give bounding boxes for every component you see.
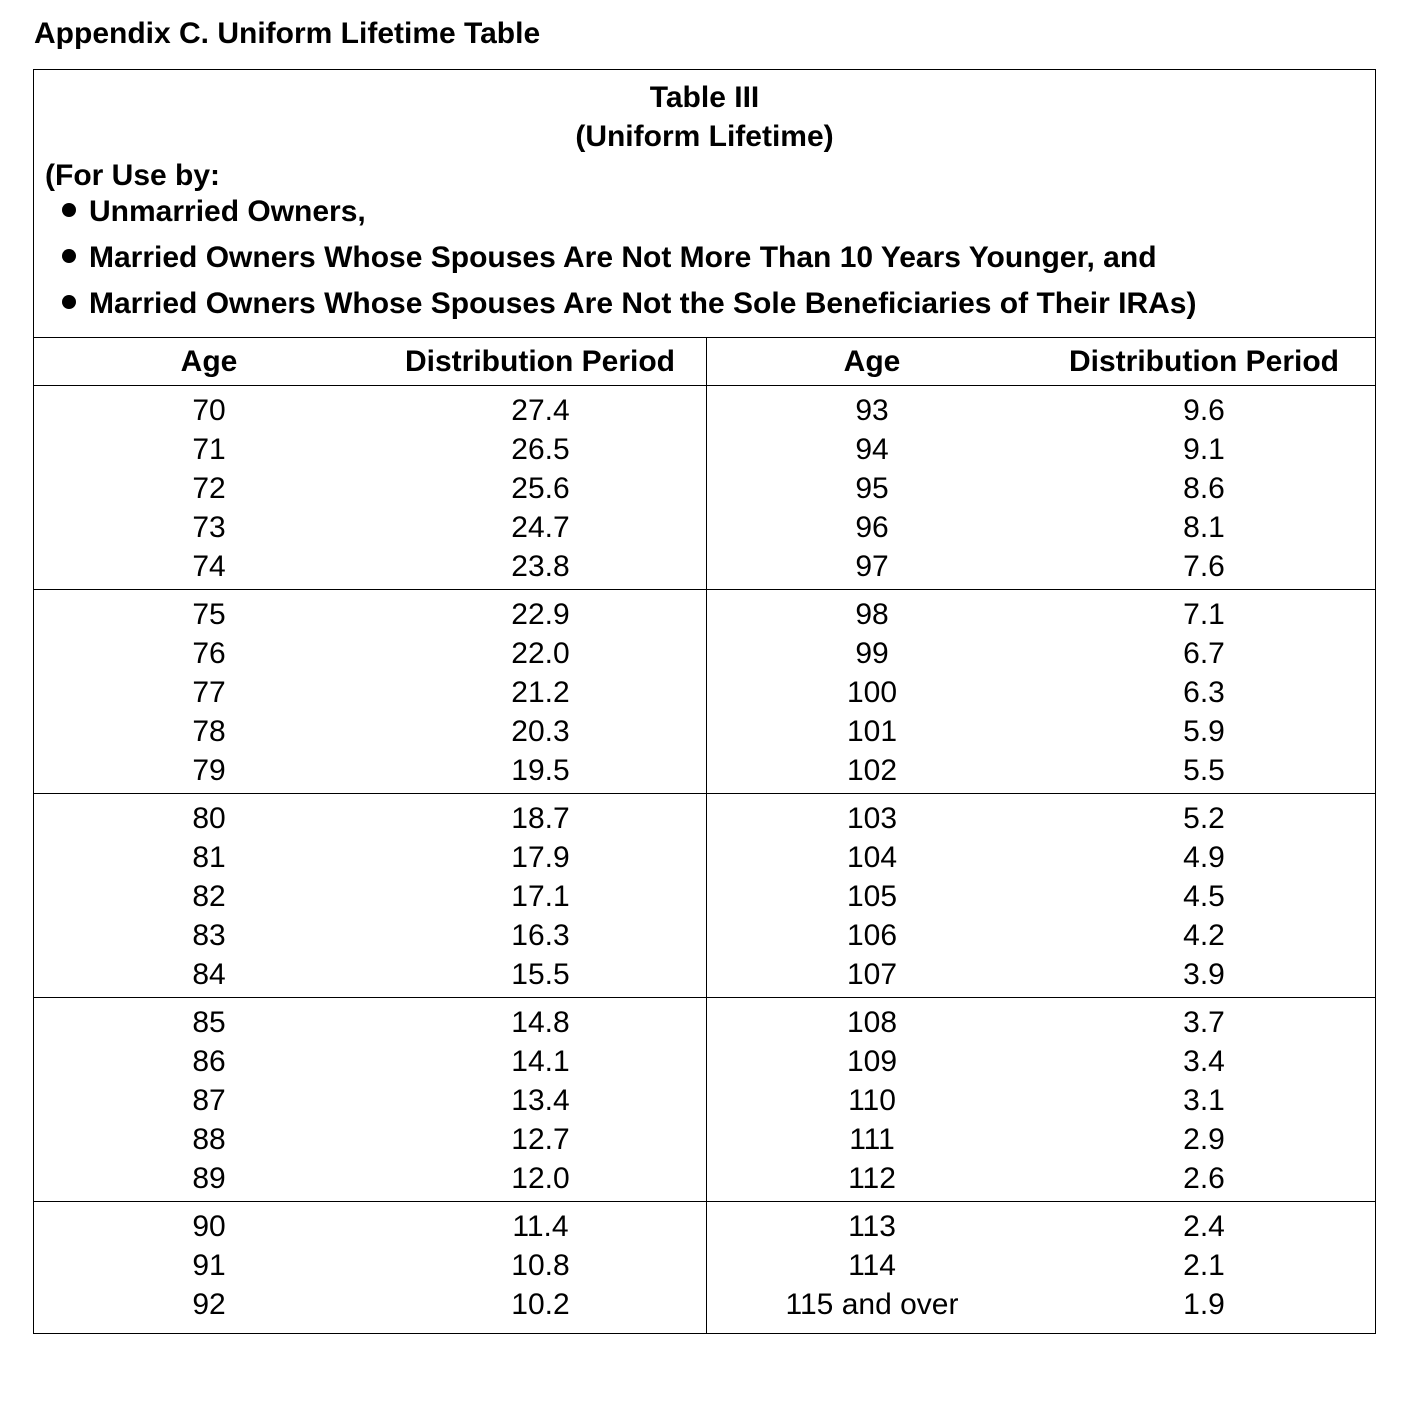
distribution-cell-left: 11.4: [512, 1210, 569, 1243]
age-cell-right: 104: [846, 841, 898, 874]
age-cell-left: 91: [192, 1249, 226, 1282]
distribution-cell-right: 2.6: [1183, 1162, 1225, 1195]
distribution-cell-right: 2.9: [1183, 1123, 1225, 1156]
age-cell-left: 79: [192, 754, 226, 787]
age-cell-right: 108: [846, 1006, 898, 1039]
bullet-text: Married Owners Whose Spouses Are Not More Than 10 Years Younger, and: [89, 241, 1157, 274]
distribution-cell-right: 5.5: [1183, 754, 1225, 787]
distribution-cell-left: 26.5: [511, 433, 570, 466]
distribution-cell-right: 9.1: [1183, 433, 1225, 466]
distribution-cell-left: 10.8: [511, 1249, 570, 1282]
age-cell-right: 103: [846, 802, 898, 835]
distribution-cell-right: 4.5: [1183, 880, 1225, 913]
age-cell-left: 78: [192, 715, 226, 748]
bullet-icon: [62, 203, 76, 217]
age-cell-right: 111: [849, 1123, 895, 1156]
age-cell-right: 101: [846, 715, 898, 748]
row-group: [34, 1202, 1375, 1406]
age-cell-left: 83: [192, 919, 226, 952]
distribution-cell-left: 12.7: [511, 1123, 570, 1156]
distribution-cell-left: 22.0: [511, 637, 570, 670]
distribution-cell-right: 8.6: [1183, 472, 1225, 505]
distribution-cell-left: 14.8: [511, 1006, 570, 1039]
row-group: [34, 794, 1375, 998]
age-cell-right: 97: [855, 550, 889, 583]
age-cell-right: 93: [855, 394, 889, 427]
age-cell-left: 81: [192, 841, 226, 874]
age-cell-left: 73: [192, 511, 226, 544]
age-cell-right: 96: [855, 511, 889, 544]
bullet-text: Unmarried Owners,: [89, 195, 366, 228]
distribution-cell-right: 5.9: [1183, 715, 1225, 748]
distribution-cell-left: 14.1: [511, 1045, 570, 1078]
age-cell-left: 72: [192, 472, 226, 505]
age-cell-left: 88: [192, 1123, 226, 1156]
distribution-cell-left: 13.4: [511, 1084, 570, 1117]
distribution-cell-right: 6.3: [1183, 676, 1225, 709]
bullet-icon: [62, 295, 76, 309]
age-cell-right: 105: [846, 880, 898, 913]
bullet-text: Married Owners Whose Spouses Are Not the Sole Beneficiaries of Their IRAs): [89, 287, 1197, 320]
age-cell-right: 109: [846, 1045, 898, 1078]
column-header-age-left: Age: [180, 345, 238, 378]
distribution-cell-left: 25.6: [511, 472, 570, 505]
distribution-cell-right: 8.1: [1183, 511, 1225, 544]
age-cell-left: 70: [192, 394, 226, 427]
distribution-cell-left: 21.2: [511, 676, 570, 709]
age-cell-left: 76: [192, 637, 226, 670]
age-cell-left: 80: [192, 802, 226, 835]
distribution-cell-right: 3.4: [1183, 1045, 1225, 1078]
column-header-distribution-right: Distribution Period: [1069, 345, 1339, 378]
distribution-cell-right: 4.9: [1183, 841, 1225, 874]
age-cell-right: 114: [848, 1249, 896, 1282]
distribution-cell-right: 7.6: [1183, 550, 1225, 583]
distribution-cell-left: 24.7: [511, 511, 570, 544]
row-group: [34, 590, 1375, 794]
distribution-cell-left: 17.9: [511, 841, 570, 874]
age-cell-right: 106: [846, 919, 898, 952]
column-header-age-right: Age: [843, 345, 901, 378]
row-group: [34, 998, 1375, 1202]
distribution-cell-left: 17.1: [511, 880, 570, 913]
age-cell-right: 99: [855, 637, 889, 670]
age-cell-left: 84: [192, 958, 226, 991]
distribution-cell-right: 2.1: [1183, 1249, 1225, 1282]
distribution-cell-right: 6.7: [1183, 637, 1225, 670]
distribution-cell-left: 10.2: [511, 1288, 570, 1321]
age-cell-right: 115 and over: [785, 1288, 959, 1321]
table-header-block: [34, 70, 1375, 338]
bullet-item: [62, 286, 1196, 322]
age-cell-right: 98: [855, 598, 889, 631]
age-cell-right: 110: [848, 1084, 896, 1117]
use-by-label: (For Use by:: [45, 159, 221, 192]
distribution-cell-right: 2.4: [1183, 1210, 1225, 1243]
distribution-cell-left: 23.8: [511, 550, 570, 583]
age-cell-left: 87: [192, 1084, 226, 1117]
age-cell-left: 71: [192, 433, 226, 466]
distribution-cell-right: 4.2: [1183, 919, 1225, 952]
row-group: [34, 386, 1375, 590]
bullet-icon: [62, 249, 76, 263]
age-cell-right: 95: [855, 472, 889, 505]
age-cell-right: 113: [848, 1210, 896, 1243]
distribution-cell-left: 19.5: [511, 754, 570, 787]
distribution-cell-right: 3.9: [1183, 958, 1225, 991]
distribution-cell-left: 22.9: [511, 598, 570, 631]
distribution-cell-right: 9.6: [1183, 394, 1225, 427]
distribution-cell-left: 16.3: [511, 919, 570, 952]
table-subtitle: (Uniform Lifetime): [575, 120, 834, 153]
age-cell-left: 92: [192, 1288, 226, 1321]
distribution-cell-left: 15.5: [511, 958, 570, 991]
uniform-lifetime-table: [33, 69, 1376, 1334]
distribution-cell-left: 12.0: [511, 1162, 570, 1195]
age-cell-left: 74: [192, 550, 226, 583]
age-cell-right: 94: [855, 433, 889, 466]
distribution-cell-right: 7.1: [1183, 598, 1225, 631]
table-title: Table III: [649, 81, 760, 114]
age-cell-left: 90: [192, 1210, 226, 1243]
column-header-distribution-left: Distribution Period: [405, 345, 675, 378]
column-header-row: [34, 338, 1375, 386]
bullet-item: [62, 194, 366, 230]
age-cell-right: 102: [846, 754, 898, 787]
age-cell-left: 82: [192, 880, 226, 913]
age-cell-right: 107: [846, 958, 898, 991]
distribution-cell-left: 27.4: [511, 394, 570, 427]
age-cell-right: 100: [846, 676, 898, 709]
age-cell-right: 112: [848, 1162, 896, 1195]
appendix-title: Appendix C. Uniform Lifetime Table: [34, 17, 541, 50]
age-cell-left: 86: [192, 1045, 226, 1078]
age-cell-left: 75: [192, 598, 226, 631]
distribution-cell-right: 3.7: [1183, 1006, 1225, 1039]
distribution-cell-right: 5.2: [1183, 802, 1225, 835]
age-cell-left: 89: [192, 1162, 226, 1195]
age-cell-left: 85: [192, 1006, 226, 1039]
distribution-cell-right: 1.9: [1183, 1288, 1225, 1321]
distribution-cell-left: 20.3: [511, 715, 570, 748]
distribution-cell-right: 3.1: [1183, 1084, 1225, 1117]
distribution-cell-left: 18.7: [511, 802, 570, 835]
bullet-item: [62, 240, 1157, 276]
age-cell-left: 77: [192, 676, 226, 709]
